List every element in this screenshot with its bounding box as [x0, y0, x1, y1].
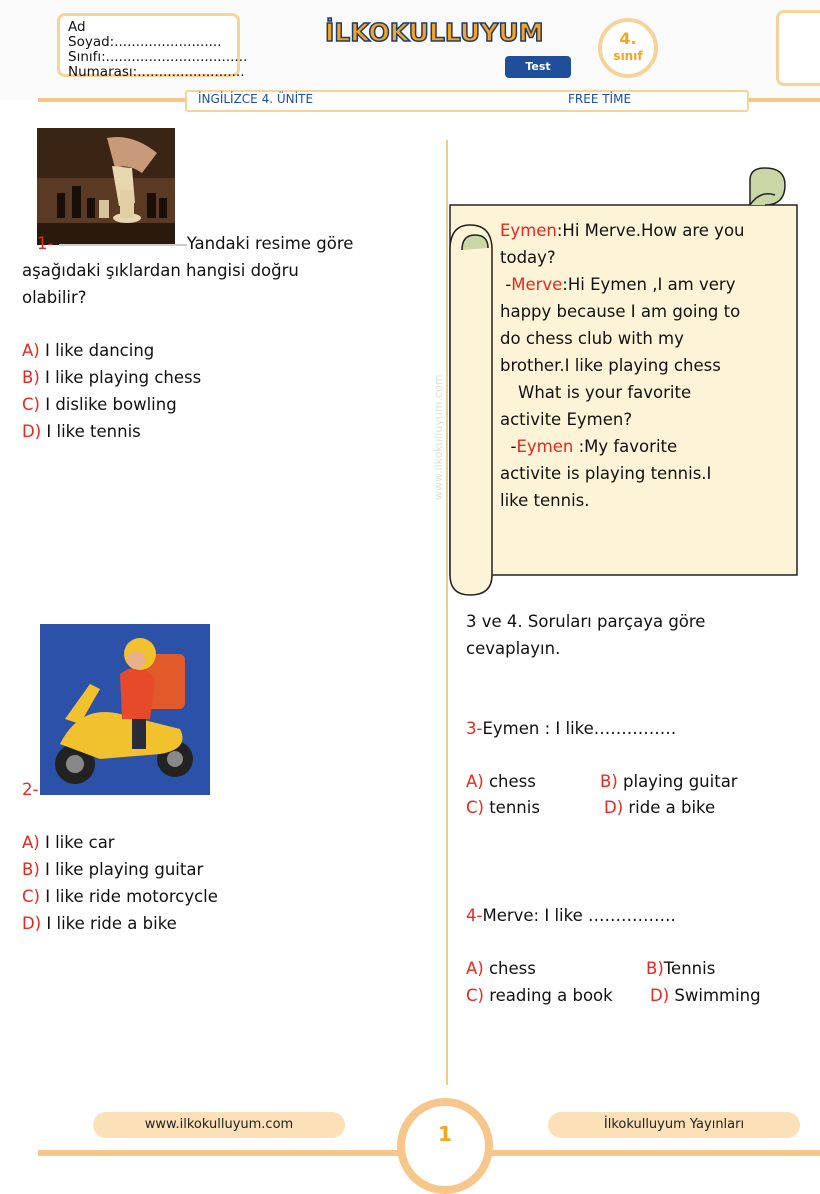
q4-option-a[interactable]: A) chess: [466, 959, 536, 978]
student-info-box: [57, 13, 248, 80]
q2-option-d[interactable]: D) I like ride a bike: [22, 914, 177, 933]
q1-options: [22, 337, 201, 445]
q2-number: 2-: [22, 780, 39, 799]
unit-title: İNGİLİZCE 4. ÜNİTE: [198, 92, 314, 106]
grade-badge: [598, 18, 658, 78]
q3-stem: 3-Eymen : I like……………: [466, 719, 677, 738]
grade-number: 4.: [619, 29, 637, 48]
speaker-eymen-1: Eymen: [500, 221, 557, 240]
topic-title: FREE TİME: [568, 92, 632, 106]
q3-option-c[interactable]: C) tennis: [466, 798, 540, 817]
q3-option-a[interactable]: A) chess: [466, 772, 536, 791]
name-field: Ad Soyad:.........................: [68, 19, 222, 50]
q1-prompt-line1: Yandaki resime göre: [186, 234, 354, 253]
q1-image-baseline: [59, 244, 187, 246]
title-band: [38, 90, 820, 110]
q1-option-c[interactable]: C) I dislike bowling: [22, 395, 177, 414]
q3-option-b[interactable]: B) playing guitar: [600, 772, 738, 791]
footer-publisher: İlkokulluyum Yayınları: [548, 1112, 800, 1138]
class-field: Sınıfı:.................................: [68, 49, 248, 65]
motorcycle-image: [40, 624, 210, 795]
grade-word: sınıf: [613, 49, 643, 63]
q4-option-b[interactable]: B)Tennis: [646, 959, 716, 978]
number-field: Numarası:.........................: [68, 64, 245, 80]
speaker-merve: Merve: [511, 275, 563, 294]
q4-option-c[interactable]: C) reading a book: [466, 986, 613, 1005]
chess-image: [37, 128, 175, 245]
dialogue-text: Eymen:Hi Merve.How are you today? -Merve:Hi Eymen ,I am very happy because I am going to do chess club with my brother.I like playing chess What is your favorite activite Eymen? -Eymen :My favorite activite is playing tennis.I like tennis.: [500, 221, 745, 510]
footer-website[interactable]: www.ilkokulluyum.com: [93, 1112, 345, 1138]
q4-option-d[interactable]: D) Swimming: [650, 986, 761, 1005]
q1-prompt-line2: aşağıdaki şıklardan hangisi doğru: [22, 261, 299, 280]
q2-option-a[interactable]: A) I like car: [22, 833, 115, 852]
q1-number: 1-: [37, 234, 54, 253]
speaker-eymen-2: Eymen: [516, 437, 574, 456]
watermark: www.ilkokulluyum.com: [432, 374, 445, 500]
q1-prompt-line3: olabilir?: [22, 288, 87, 307]
q4-stem: 4-Merve: I like …………….: [466, 906, 676, 925]
page-number: 1: [397, 1098, 493, 1194]
q2-option-b[interactable]: B) I like playing guitar: [22, 860, 204, 879]
instruction: 3 ve 4. Soruları parçaya göre cevaplayın.: [466, 612, 706, 658]
q1-option-b[interactable]: B) I like playing chess: [22, 368, 202, 387]
q3-option-d[interactable]: D) ride a bike: [604, 798, 716, 817]
q1-option-a[interactable]: A) I like dancing: [22, 341, 155, 360]
logo: İLKOKULLUYUM: [325, 18, 544, 47]
q2-option-c[interactable]: C) I like ride motorcycle: [22, 887, 218, 906]
q2-options: [22, 829, 218, 937]
q1-option-d[interactable]: D) I like tennis: [22, 422, 141, 441]
score-box: [776, 10, 820, 86]
test-badge: Test: [505, 56, 571, 78]
